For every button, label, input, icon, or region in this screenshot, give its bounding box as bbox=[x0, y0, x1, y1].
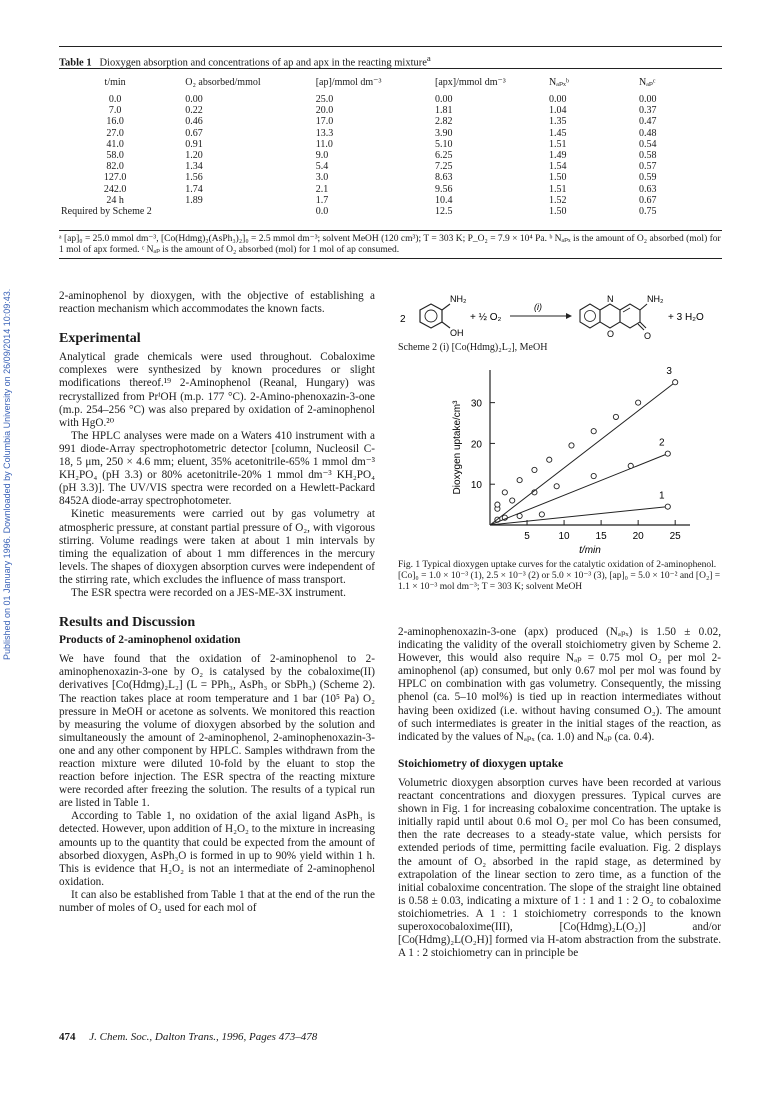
table-cell: 0.46 bbox=[185, 116, 203, 128]
journal-citation: J. Chem. Soc., Dalton Trans., 1996, Pages 473–478 bbox=[89, 1031, 318, 1043]
table-top-rule bbox=[59, 46, 722, 47]
data-point bbox=[636, 400, 641, 405]
table-row bbox=[59, 195, 722, 206]
scheme-caption: Scheme 2 (i) [Co(Hdmg)₂L₂], MeOH bbox=[398, 342, 548, 353]
table-cell: 0.00 bbox=[185, 94, 203, 105]
table-cell: 1.35 bbox=[549, 116, 567, 128]
table-cell: 1.54 bbox=[549, 161, 567, 173]
table-cell: 0.54 bbox=[638, 138, 657, 150]
table-cell: 25.0 bbox=[315, 94, 334, 105]
table-cell: 1.20 bbox=[185, 150, 203, 162]
table-cell: 12.5 bbox=[434, 206, 453, 218]
table-cell: 1.04 bbox=[549, 105, 567, 117]
series-label-3: 3 bbox=[666, 366, 672, 378]
table-cell: 0.22 bbox=[185, 105, 203, 117]
x-tick-label: 20 bbox=[632, 531, 644, 542]
table-cell: 20.0 bbox=[315, 105, 334, 117]
table-cell: 16.0 bbox=[106, 116, 124, 128]
data-point bbox=[613, 414, 618, 419]
page-footer bbox=[59, 1031, 317, 1043]
experimental-paragraph-3: Kinetic measurements were carried out by gas volumetry at atmospheric pressure, at constant partial pressure of O₂, with vigorous stirring. Volume readings were taken at about 1 min intervals by timing the equalization of about 1 mm differences in the mercury levels. The shapes of dioxygen absorption curves were independent of the stirring rate, which excludes the influence of mass transport. bbox=[59, 508, 375, 586]
table-header-row bbox=[59, 72, 722, 94]
series-line-2 bbox=[490, 454, 668, 525]
table-cell: 1.89 bbox=[185, 194, 203, 206]
data-point bbox=[547, 457, 552, 462]
table-header-cell: Nₐₚₓᵇ bbox=[549, 77, 569, 89]
table-row bbox=[59, 184, 722, 195]
oxygen-reagent-label: + ½ O₂ bbox=[470, 312, 502, 323]
table-cell: 3.0 bbox=[315, 172, 329, 184]
y-axis-label: Dioxygen uptake/cm³ bbox=[452, 400, 463, 495]
table-cell: 242.0 bbox=[103, 183, 127, 195]
data-point bbox=[517, 478, 522, 483]
data-table bbox=[59, 72, 722, 217]
results-paragraph-1: We have found that the oxidation of 2-aminophenol to 2-aminophenoxazin-3-one by O₂ is catalysed by the cobaloxime(II) derivatives [Co(Hdmg)₂L₂] (L = PPh₃, AsPh₃ or SbPh₃) (Scheme 2). The reaction takes place at room temperature and 1 bar (10⁵ Pa) O₂ pressure in MeOH or acetone as solvents. We monitored this reaction by measuring the volume of dioxygen absorbed by the solution and simultaneously the amount of 2-aminophenol, 2-aminophenoxazin-3-one and any other component by HPLC. Samples withdrawn from the reaction mixture were diluted 10-fold by the eluant to stop the reaction before injection. The ESR spectra of the reacting mixture were recorded after freezing the solution. The results of a typical run are listed in Table 1. bbox=[59, 653, 375, 810]
table-cell: 0.67 bbox=[638, 194, 657, 206]
table-header-cell: [ap]/mmol dm⁻³ bbox=[315, 77, 382, 89]
table-cell: 1.50 bbox=[549, 172, 567, 184]
table-cell: Required by Scheme 2 bbox=[61, 206, 152, 218]
table-label: Table 1 bbox=[59, 57, 92, 69]
table-cell: 5.4 bbox=[315, 161, 329, 173]
table-cell: 7.0 bbox=[108, 105, 122, 117]
right-column bbox=[398, 626, 721, 960]
data-point bbox=[502, 490, 507, 495]
data-point bbox=[510, 498, 515, 503]
table-cell: 0.00 bbox=[434, 94, 453, 105]
heading-stoichiometry: Stoichiometry of dioxygen uptake bbox=[398, 757, 564, 770]
table-header-cell: O₂ absorbed/mmol bbox=[185, 77, 261, 89]
figure-caption: Fig. 1 Typical dioxygen uptake curves for the catalytic oxidation of 2-aminophenol. [Co]₀ = 1.0 × 10⁻³ (1), 2.5 × 10⁻³ (2) or 5.0 × 10⁻³ (3), [ap]₀ = 5.0 × 10⁻² and [O₂] = 1.1 × 10⁻³ mol dm⁻³; T = 303 K; solvent MeOH bbox=[398, 560, 721, 592]
table-cell: 6.25 bbox=[434, 150, 453, 162]
data-point bbox=[495, 502, 500, 507]
table-cell: 0.57 bbox=[638, 161, 657, 173]
table-header-cell: [apx]/mmol dm⁻³ bbox=[434, 77, 506, 89]
product-amine-label: NH₂ bbox=[647, 294, 664, 304]
ring-nitrogen-label: N bbox=[607, 294, 614, 304]
x-tick-label: 5 bbox=[524, 531, 530, 542]
table-cell: 1.7 bbox=[315, 194, 329, 206]
dioxygen-uptake-chart bbox=[440, 362, 710, 562]
table-cell: 0.0 bbox=[315, 206, 329, 218]
table-cell: 9.0 bbox=[315, 150, 329, 162]
table-caption-text: Dioxygen absorption and concentrations of ap and apx in the reacting mixture bbox=[99, 57, 427, 69]
table-cell: 24 h bbox=[106, 194, 124, 206]
left-column bbox=[59, 290, 375, 915]
table-cell: 1.74 bbox=[185, 183, 203, 195]
table-cell: 0.91 bbox=[185, 138, 203, 150]
aromatic-circle-icon bbox=[425, 310, 437, 322]
table-cell: 41.0 bbox=[106, 138, 124, 150]
table-footnote: ᵃ [ap]₀ = 25.0 mmol dm⁻³, [Co(Hdmg)₂(AsPh₃)₂]₀ = 2.5 mmol dm⁻³; solvent MeOH (120 cm³); T = 303 K; P_O₂ = 7.9 × 10⁴ Pa. ᵇ Nₐₚₓ is the amount of O₂ absorbed (mol) for 1 mol of apx formed. ᶜ Nₐₚ is the amount of O₂ absorbed (mol) for 1 mol of ap consumed. bbox=[59, 234, 721, 255]
table-cell: 7.25 bbox=[434, 161, 453, 173]
table-cell: 1.51 bbox=[549, 183, 567, 195]
caption-footnote-mark: a bbox=[426, 53, 431, 63]
table-cell: 9.56 bbox=[434, 183, 453, 195]
download-watermark: Published on 01 January 1996. Downloaded by Columbia University on 26/09/2014 10:09:43. bbox=[2, 288, 12, 660]
phenoxazinone-ring-a-icon bbox=[580, 304, 600, 328]
water-product-label: + 3 H₂O bbox=[668, 312, 704, 323]
x-tick-label: 10 bbox=[558, 531, 570, 542]
table-row bbox=[59, 116, 722, 127]
data-point bbox=[532, 467, 537, 472]
table-row bbox=[59, 94, 722, 105]
table-cell: 82.0 bbox=[106, 161, 124, 173]
table-cell: 2.82 bbox=[434, 116, 453, 128]
scheme-coefficient: 2 bbox=[400, 314, 406, 325]
table-cell: 0.0 bbox=[108, 94, 122, 105]
data-point bbox=[673, 380, 678, 385]
table-row bbox=[59, 150, 722, 161]
table-cell bbox=[171, 206, 307, 217]
keto-oxygen-label: O bbox=[644, 331, 652, 341]
phenoxazinone-ring-c-icon bbox=[620, 304, 640, 328]
table-cell: 0.67 bbox=[185, 127, 203, 139]
data-point bbox=[665, 451, 670, 456]
ring-oxygen-label: O bbox=[607, 329, 615, 339]
phenoxazinone-ring-b-icon bbox=[600, 304, 620, 328]
table-cell: 2.1 bbox=[315, 183, 329, 195]
table-header-cell: Nₐₚᶜ bbox=[638, 77, 656, 89]
table-cell: 1.49 bbox=[549, 150, 567, 162]
table-cell: 13.3 bbox=[315, 127, 334, 139]
heading-products: Products of 2-aminophenol oxidation bbox=[59, 634, 241, 647]
x-tick-label: 15 bbox=[595, 531, 607, 542]
arrow-condition-label: (i) bbox=[534, 302, 542, 312]
table-row bbox=[59, 139, 722, 150]
table-cell: 1.34 bbox=[185, 161, 203, 173]
table-cell: 0.37 bbox=[638, 105, 657, 117]
table-cell: 1.56 bbox=[185, 172, 203, 184]
data-point bbox=[665, 504, 670, 509]
page-number: 474 bbox=[59, 1031, 76, 1043]
data-point bbox=[539, 512, 544, 517]
data-point bbox=[554, 484, 559, 489]
y-tick-label: 30 bbox=[470, 398, 482, 410]
y-tick-label: 20 bbox=[470, 439, 482, 451]
table-cell: 5.10 bbox=[434, 138, 453, 150]
series-line-3 bbox=[490, 382, 675, 525]
heading-experimental: Experimental bbox=[59, 331, 141, 347]
data-point bbox=[591, 429, 596, 434]
table-row bbox=[59, 105, 722, 116]
x-axis-label: t/min bbox=[579, 545, 601, 556]
results-paragraph-3: It can also be established from Table 1 that at the end of the run the number of moles of O₂ used for each mol of bbox=[59, 888, 375, 915]
table-caption bbox=[59, 53, 431, 69]
heading-results: Results and Discussion bbox=[59, 615, 196, 631]
results-paragraph-2: According to Table 1, no oxidation of the axial ligand AsPh₃ is detected. However, upon addition of H₂O₂ to the mixture in increasing amounts up to the quantity that could be expected from the amount of absorbed dioxygen, AsPh₃O is formed in up to 90% yield within 1 h. This is evidence that H₂O₂ is not an intermediate of 2-aminophenol oxidation. bbox=[59, 810, 375, 888]
table-cell: 0.75 bbox=[638, 206, 657, 218]
scheme-2-diagram bbox=[398, 282, 728, 350]
table-cell: 0.63 bbox=[638, 183, 657, 195]
table-cell: 10.4 bbox=[434, 194, 453, 206]
table-row bbox=[59, 206, 722, 217]
table-cell: 58.0 bbox=[106, 150, 124, 162]
table-cell: 1.52 bbox=[549, 194, 567, 206]
data-point bbox=[569, 443, 574, 448]
table-cell: 3.90 bbox=[434, 127, 453, 139]
intro-paragraph: 2-aminophenol by dioxygen, with the objective of establishing a reaction mechanism which accommodates the known facts. bbox=[59, 290, 375, 316]
table-body bbox=[59, 94, 722, 217]
table-cell: 0.00 bbox=[549, 94, 567, 105]
table-cell: 27.0 bbox=[106, 127, 124, 139]
table-cell: 8.63 bbox=[434, 172, 453, 184]
x-tick-label: 25 bbox=[669, 531, 681, 542]
table-cell: 1.51 bbox=[549, 138, 567, 150]
table-cell: 127.0 bbox=[103, 172, 127, 184]
amine-group-label: NH₂ bbox=[450, 294, 467, 304]
benzene-ring-icon bbox=[420, 304, 442, 328]
data-point bbox=[628, 463, 633, 468]
data-point bbox=[591, 473, 596, 478]
table-cell: 17.0 bbox=[315, 116, 334, 128]
table-cell: 0.00 bbox=[638, 94, 657, 105]
table-cell: 0.58 bbox=[638, 150, 657, 162]
series-label-1: 1 bbox=[658, 490, 665, 502]
experimental-paragraph-4: The ESR spectra were recorded on a JES-ME-3X instrument. bbox=[71, 586, 346, 599]
table-cell: 0.47 bbox=[638, 116, 657, 128]
table-cell: 0.48 bbox=[638, 127, 657, 139]
table-cell: 0.59 bbox=[638, 172, 657, 184]
table-cell: 11.0 bbox=[315, 138, 333, 150]
experimental-paragraph-2: The HPLC analyses were made on a Waters 410 instrument with a 991 diode-Array spectrophotometric detector [column, Nucleosil C-18, 5 μm, 250 × 4.6 mm; eluent, 35% acetonitrile-65% 1 mmol dm⁻³ KH₂PO₄ (pH 3.3) or 80% acetonitrile-20% 1 mmol dm⁻³ KH₂PO₄ (pH 3.3)]. The UV/VIS spectra were recorded on a Hewlett-Packard 8452A diode-array spectrophotometer. bbox=[59, 429, 375, 508]
table-cell: 1.50 bbox=[549, 206, 567, 218]
table-row bbox=[59, 172, 722, 183]
table-row bbox=[59, 128, 722, 139]
right-paragraph-1: 2-aminophenoxazin-3-one (apx) produced (Nₐₚₓ) is 1.50 ± 0.02, indicating the validity of the overall stoichiometry given by Scheme 2. However, this would also require Nₐₚ = 0.75 mol O₂ per mol 2-aminophenol (ap) consumed, but only 0.67 mol per mol was found by HPLC on combination with gas volumetry. Consequently, the missing phenol (ca. 5–10 mol%) is tied up in reaction intermediates without having been oxidized (i.e. without having consumed O₂). The amount of such intermediates is greater in the initial stages of the reaction, as indicated by the values of Nₐₚₓ (ca. 1.0) and Nₐₚ (ca. 0.4). bbox=[398, 626, 721, 743]
table-end-rule bbox=[59, 258, 722, 259]
hydroxyl-group-label: OH bbox=[450, 328, 464, 338]
table-cell: 1.81 bbox=[434, 105, 453, 117]
series-label-2: 2 bbox=[658, 437, 665, 449]
table-header-cell: t/min bbox=[104, 77, 126, 89]
experimental-paragraph-1: Analytical grade chemicals were used throughout. Cobaloxime complexes were synthesized by known procedures or slight modifications thereof.¹⁹ 2-Aminophenol (Reanal, Hungary) was recrystallized from PrⁱOH (m.p. 177 °C). 2-Amino-phenoxazin-3-one (m.p. 254–256 °C) was also prepared by oxidation of 2-aminophenol with HgO.²⁰ bbox=[59, 351, 375, 429]
table-bottom-rule bbox=[59, 230, 722, 231]
table-header-rule bbox=[59, 68, 722, 69]
table-row bbox=[59, 161, 722, 172]
table-cell: 1.45 bbox=[549, 127, 567, 139]
y-tick-label: 10 bbox=[470, 480, 482, 492]
right-paragraph-2: Volumetric dioxygen absorption curves have been recorded at various reactant concentrations and dioxygen pressures. Typical curves are shown in Fig. 1 for increasing cobaloxime concentration. The uptake is initially rapid until about 0.6 mol O₂ per mol Co has been consumed, then the rate decreases to a steady-state value, which persists for extended periods of time, permitting facile evaluation. Fig. 2 displays the amount of O₂ absorbed in the rapid stage, as determined by extrapolation of the linear section to zero time, as a function of the initial cobaloxime concentration. The slope of the straight line obtained is 0.58 ± 0.03, indicating a mixture of 1 : 1 and 1 : 2 O₂ to cobaloxime stoichiometries. A 1 : 1 stoichiometry corresponds to the known superoxocobaloxime(III), [Co(Hdmg)₂L(O₂)] and/or [Co(Hdmg)₂L(O₂H)] formed via H-atom abstraction from the substrate. A 1 : 2 stoichiometry can in principle be bbox=[398, 776, 721, 960]
